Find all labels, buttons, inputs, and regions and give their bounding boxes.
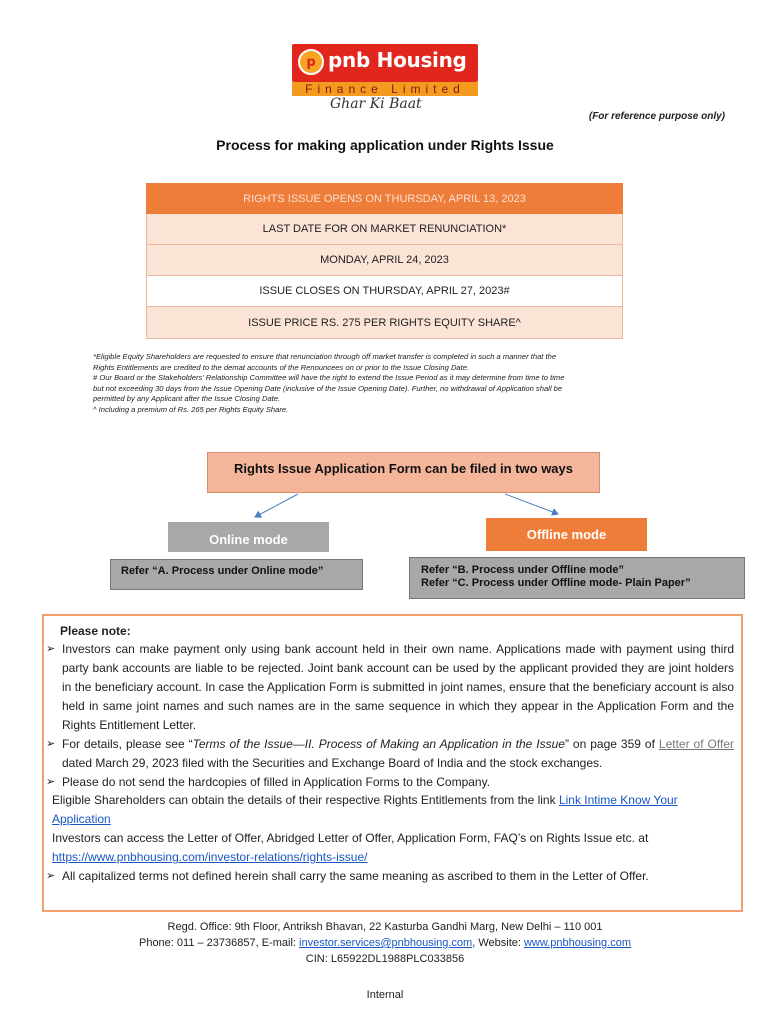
footnote-line: ^ Including a premium of Rs. 265 per Rights Equity Share. [93, 404, 289, 414]
website-label: , Website: [472, 937, 524, 949]
page-title: Process for making application under Rights Issue [216, 137, 554, 153]
rights-issue-url-link[interactable]: https://www.pnbhousing.com/investor-relations/rights-issue/ [52, 850, 368, 864]
entitlements-text: Eligible Shareholders can obtain the details of their respective Rights Entitlements from the link [52, 793, 559, 807]
two-ways-box [207, 452, 600, 493]
refer-offline-box [409, 557, 745, 599]
access-docs-text: Investors can access the Letter of Offer, Abridged Letter of Offer, Application Form, FAQ’s on Rights Issue etc. at [52, 831, 649, 845]
online-mode-text: Online mode [209, 531, 288, 547]
online-mode-box [168, 522, 329, 552]
footnote-line: Rights Entitlements are credited to the demat accounts of the Renouncees on or prior to the Issue Closing Date. [93, 362, 470, 372]
footnote-line: permitted by any Applicant after the Issue Closing Date. [93, 394, 281, 404]
details-text-a: For details, please see “ [62, 737, 193, 751]
arrow-to-online [255, 494, 298, 517]
bullet-arrow-icon: ➢ [46, 776, 56, 788]
registered-office: Regd. Office: 9th Floor, Antriksh Bhavan, 22 Kasturba Gandhi Marg, New Delhi – 110 001 [167, 921, 603, 933]
phone-email-label: Phone: 011 – 23736857, E-mail: [138, 937, 300, 949]
issue-closes-text: ISSUE CLOSES ON THURSDAY, APRIL 27, 2023# [259, 285, 510, 297]
issue-price-text: ISSUE PRICE RS. 275 PER RIGHTS EQUITY SHARE^ [248, 316, 521, 329]
please-note-title: Please note: [60, 624, 131, 638]
bullet-arrow-icon: ➢ [46, 738, 56, 750]
letter-of-offer-link[interactable]: Letter of Offer [658, 737, 734, 751]
cin-number: CIN: L65922DL1988PLC033856 [305, 953, 465, 965]
note-bullet-details [62, 735, 734, 773]
arrow-to-offline [505, 494, 558, 514]
logo-subtitle: Finance Limited [292, 82, 478, 96]
refer-online-box [110, 559, 363, 590]
logo-brand-text: pnb Housing [328, 48, 467, 72]
note-bullet-payment: Investors can make payment only using bank account held in their own name. Applications made with payment using third party bank accounts are liable to be rejected. Joint bank account can be used by the applicant provided they are joint holders in the beneficiary account. In case the Application Form is submitted in joint names, ensure that the beneficiary account is also held in same joint names and such names are in the same sequence in which they appear in the Application Form and the Rights Entitlement Letter. [62, 642, 734, 732]
email-link[interactable]: investor.services@pnbhousing.com [299, 937, 473, 949]
offline-mode-text: Offline mode [526, 527, 607, 542]
link-intime-link[interactable]: Link Intime Know Your Application [52, 793, 678, 826]
refer-offline-text-c: Refer “C. Process under Offline mode- Plain Paper” [421, 577, 691, 589]
website-link[interactable]: www.pnbhousing.com [523, 937, 631, 949]
note-bullet-capitalized-terms: All capitalized terms not defined herein shall carry the same meaning as ascribed to them in the Letter of Offer. [62, 869, 649, 883]
reference-note: (For reference purpose only) [588, 111, 725, 122]
footer [0, 919, 770, 967]
refer-online-text: Refer “A. Process under Online mode” [121, 565, 324, 577]
logo-mark-icon: p [298, 49, 324, 75]
bullet-arrow-icon: ➢ [46, 643, 56, 655]
classification-label: Internal [366, 989, 404, 1001]
refer-offline-text-b: Refer “B. Process under Offline mode” [421, 564, 624, 576]
details-text-c: dated March 29, 2023 filed with the Securities and Exchange Board of India and the stock exchanges. [62, 756, 603, 770]
logo-tagline: Ghar Ki Baat [330, 96, 422, 112]
note-bullet-hardcopies: Please do not send the hardcopies of filled in Application Forms to the Company. [62, 775, 491, 789]
details-text-b: ” on page 359 of [564, 737, 659, 751]
issue-opens-text: RIGHTS ISSUE OPENS ON THURSDAY, APRIL 13, 2023 [243, 192, 526, 205]
renunciation-label-text: LAST DATE FOR ON MARKET RENUNCIATION* [262, 223, 507, 235]
note-rights-entitlements [52, 791, 734, 829]
contact-line [0, 935, 770, 951]
two-ways-text: Rights Issue Application Form can be filed in two ways [233, 461, 573, 476]
details-text-italic: Terms of the Issue—II. Process of Making an Application in the Issue [192, 737, 565, 751]
bullet-arrow-icon: ➢ [46, 870, 56, 882]
footnote-line: # Our Board or the Stakeholders’ Relationship Committee will have the right to extend the Issue Period as it may determine from time to time [93, 373, 565, 383]
note-access-docs [52, 829, 734, 867]
offline-mode-box [486, 518, 647, 551]
renunciation-date-text: MONDAY, APRIL 24, 2023 [320, 254, 449, 266]
footnote-line: *Eligible Equity Shareholders are requested to ensure that renunciation through off market transfer is completed in such a manner that the [93, 352, 557, 361]
footnote-line: but not exceeding 30 days from the Issue Opening Date (inclusive of the Issue Opening Date). Further, no withdrawal of Application shall be [93, 383, 563, 393]
